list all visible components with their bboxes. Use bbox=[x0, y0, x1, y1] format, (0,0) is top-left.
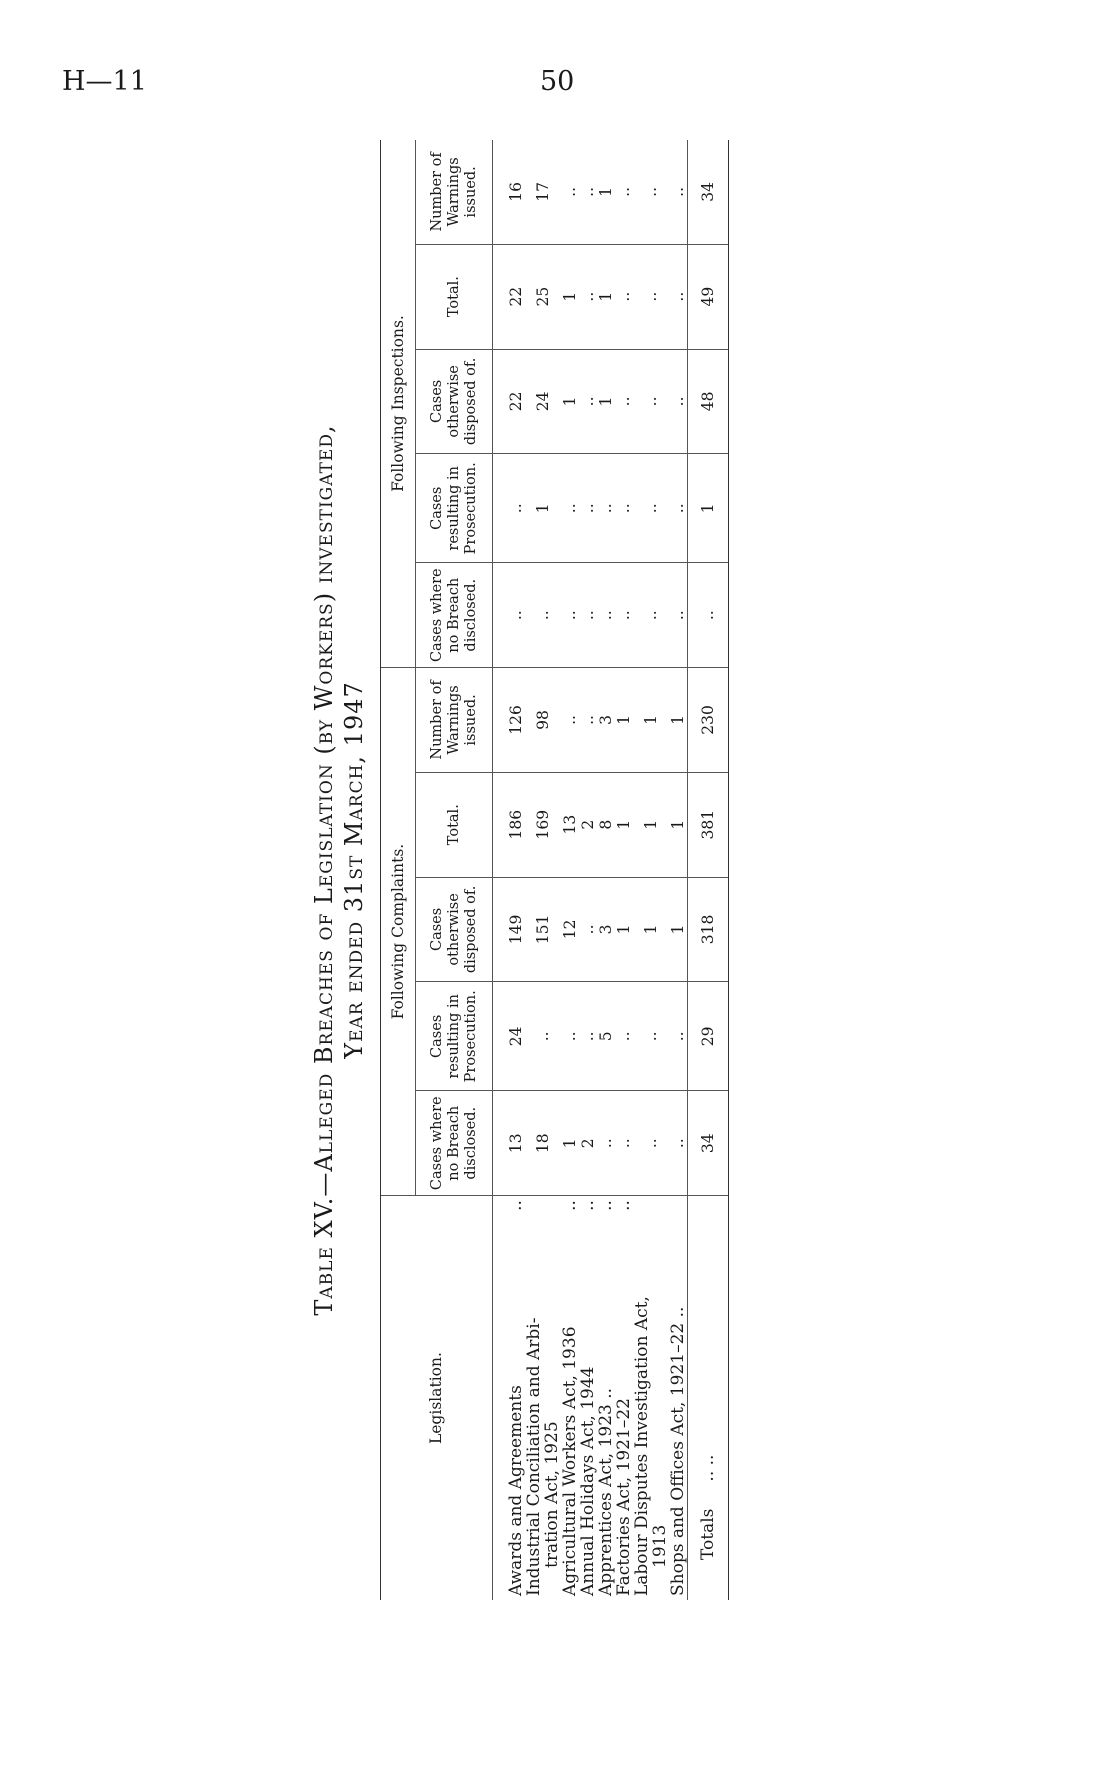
table-row bbox=[633, 140, 669, 1600]
complaints-no-breach-cell: .. bbox=[633, 1091, 669, 1196]
complaints-prosecution-cell: .. bbox=[615, 982, 633, 1091]
table-title-line1: Table XV.—Alleged Breaches of Legislation (by Workers) investigated, bbox=[310, 424, 338, 1316]
complaints-prosecution-cell: .. bbox=[561, 982, 579, 1091]
inspections-no-breach-cell: .. bbox=[669, 563, 688, 668]
total-i-no-breach: .. bbox=[688, 563, 729, 668]
complaints-otherwise-cell: 3 bbox=[597, 877, 615, 982]
page-reference: H—11 bbox=[62, 66, 147, 97]
complaints-total-cell: 1 bbox=[615, 772, 633, 877]
inspections-otherwise-cell: 1 bbox=[561, 349, 579, 454]
complaints-total-cell: 1 bbox=[633, 772, 669, 877]
inspections-warnings-cell: 1 bbox=[597, 140, 615, 244]
total-c-prosecution: 29 bbox=[688, 982, 729, 1091]
complaints-no-breach-cell: 2 bbox=[579, 1091, 597, 1196]
complaints-otherwise-cell: 1 bbox=[633, 877, 669, 982]
inspections-no-breach-cell: .. bbox=[615, 563, 633, 668]
header-following-inspections: Following Inspections. bbox=[381, 140, 416, 668]
inspections-no-breach-cell: .. bbox=[579, 563, 597, 668]
table-row bbox=[579, 140, 597, 1600]
page-number: 50 bbox=[540, 66, 575, 97]
row-label: Awards and Agreements .. bbox=[493, 1196, 526, 1600]
header-c-warnings: Number of Warnings issued. bbox=[416, 668, 493, 773]
total-i-total: 49 bbox=[688, 244, 729, 349]
table-row bbox=[597, 140, 615, 1600]
header-following-complaints: Following Complaints. bbox=[381, 668, 416, 1196]
inspections-total-cell: .. bbox=[579, 244, 597, 349]
inspections-total-cell: 25 bbox=[525, 244, 561, 349]
inspections-otherwise-cell: 22 bbox=[493, 349, 526, 454]
total-c-no-breach: 34 bbox=[688, 1091, 729, 1196]
complaints-total-cell: 186 bbox=[493, 772, 526, 877]
total-i-otherwise: 48 bbox=[688, 349, 729, 454]
breaches-table bbox=[380, 140, 729, 1600]
inspections-total-cell: .. bbox=[633, 244, 669, 349]
complaints-total-cell: 169 bbox=[525, 772, 561, 877]
table-row bbox=[669, 140, 688, 1600]
total-i-warnings: 34 bbox=[688, 140, 729, 244]
inspections-no-breach-cell: .. bbox=[493, 563, 526, 668]
complaints-warnings-cell: 1 bbox=[633, 668, 669, 773]
header-c-otherwise: Cases otherwise disposed of. bbox=[416, 877, 493, 982]
complaints-total-cell: 8 bbox=[597, 772, 615, 877]
complaints-warnings-cell: 1 bbox=[615, 668, 633, 773]
inspections-no-breach-cell: .. bbox=[597, 563, 615, 668]
inspections-warnings-cell: .. bbox=[615, 140, 633, 244]
header-c-prosecution: Cases resulting in Prosecution. bbox=[416, 982, 493, 1091]
inspections-warnings-cell: .. bbox=[561, 140, 579, 244]
row-label: Industrial Conciliation and Arbi- tration Act, 1925 bbox=[524, 1317, 562, 1596]
total-c-otherwise: 318 bbox=[688, 877, 729, 982]
complaints-otherwise-cell: 149 bbox=[493, 877, 526, 982]
complaints-no-breach-cell: .. bbox=[597, 1091, 615, 1196]
complaints-prosecution-cell: 5 bbox=[597, 982, 615, 1091]
inspections-otherwise-cell: 24 bbox=[525, 349, 561, 454]
inspections-warnings-cell: .. bbox=[633, 140, 669, 244]
inspections-prosecution-cell: .. bbox=[633, 454, 669, 563]
header-legislation: Legislation. bbox=[381, 1196, 493, 1600]
header-c-no-breach: Cases where no Breach disclosed. bbox=[416, 1091, 493, 1196]
inspections-no-breach-cell: .. bbox=[561, 563, 579, 668]
inspections-total-cell: 22 bbox=[493, 244, 526, 349]
header-i-total: Total. bbox=[416, 244, 493, 349]
row-label: Factories Act, 1921–22 .. bbox=[614, 1200, 634, 1596]
complaints-warnings-cell: 1 bbox=[669, 668, 688, 773]
inspections-prosecution-cell: .. bbox=[579, 454, 597, 563]
complaints-warnings-cell: .. bbox=[579, 668, 597, 773]
inspections-otherwise-cell: .. bbox=[669, 349, 688, 454]
header-i-otherwise: Cases otherwise disposed of. bbox=[416, 349, 493, 454]
header-i-prosecution: Cases resulting in Prosecution. bbox=[416, 454, 493, 563]
inspections-warnings-cell: 16 bbox=[493, 140, 526, 244]
inspections-prosecution-cell: .. bbox=[669, 454, 688, 563]
row-label: Apprentices Act, 1923 .. .. bbox=[596, 1200, 616, 1596]
complaints-no-breach-cell: .. bbox=[615, 1091, 633, 1196]
inspections-prosecution-cell: .. bbox=[561, 454, 579, 563]
complaints-total-cell: 1 bbox=[669, 772, 688, 877]
complaints-otherwise-cell: .. bbox=[579, 877, 597, 982]
inspections-total-cell: 1 bbox=[561, 244, 579, 349]
inspections-prosecution-cell: .. bbox=[493, 454, 526, 563]
inspections-prosecution-cell: .. bbox=[597, 454, 615, 563]
inspections-warnings-cell: 17 bbox=[525, 140, 561, 244]
table-row bbox=[493, 140, 526, 1600]
complaints-otherwise-cell: 151 bbox=[525, 877, 561, 982]
header-i-no-breach: Cases where no Breach disclosed. bbox=[416, 563, 493, 668]
row-label: Agricultural Workers Act, 1936 .. bbox=[560, 1200, 580, 1596]
complaints-prosecution-cell: .. bbox=[633, 982, 669, 1091]
complaints-otherwise-cell: 1 bbox=[615, 877, 633, 982]
row-label: Annual Holidays Act, 1944 .. bbox=[578, 1200, 598, 1596]
totals-label: Totals .. .. bbox=[688, 1196, 729, 1600]
inspections-prosecution-cell: .. bbox=[615, 454, 633, 563]
header-c-total: Total. bbox=[416, 772, 493, 877]
table-row bbox=[525, 140, 561, 1600]
inspections-otherwise-cell: .. bbox=[615, 349, 633, 454]
table-title-line2: Year ended 31st March, 1947 bbox=[340, 681, 368, 1059]
complaints-no-breach-cell: 18 bbox=[525, 1091, 561, 1196]
total-i-prosecution: 1 bbox=[688, 454, 729, 563]
complaints-no-breach-cell: .. bbox=[669, 1091, 688, 1196]
complaints-warnings-cell: .. bbox=[561, 668, 579, 773]
inspections-total-cell: .. bbox=[669, 244, 688, 349]
inspections-warnings-cell: .. bbox=[579, 140, 597, 244]
inspections-otherwise-cell: .. bbox=[579, 349, 597, 454]
table-row bbox=[561, 140, 579, 1600]
table-row bbox=[615, 140, 633, 1600]
inspections-otherwise-cell: .. bbox=[633, 349, 669, 454]
complaints-prosecution-cell: .. bbox=[669, 982, 688, 1091]
complaints-warnings-cell: 126 bbox=[493, 668, 526, 773]
rotated-table-block bbox=[300, 140, 718, 1600]
complaints-otherwise-cell: 12 bbox=[561, 877, 579, 982]
complaints-warnings-cell: 98 bbox=[525, 668, 561, 773]
inspections-no-breach-cell: .. bbox=[525, 563, 561, 668]
row-label: Labour Disputes Investigation Act, 1913 bbox=[632, 1296, 670, 1596]
total-c-warnings: 230 bbox=[688, 668, 729, 773]
complaints-prosecution-cell: 24 bbox=[493, 982, 526, 1091]
inspections-no-breach-cell: .. bbox=[633, 563, 669, 668]
row-label: Shops and Offices Act, 1921–22 .. bbox=[668, 1306, 688, 1596]
complaints-no-breach-cell: 13 bbox=[493, 1091, 526, 1196]
inspections-otherwise-cell: 1 bbox=[597, 349, 615, 454]
total-c-total: 381 bbox=[688, 772, 729, 877]
complaints-total-cell: 2 bbox=[579, 772, 597, 877]
inspections-prosecution-cell: 1 bbox=[525, 454, 561, 563]
inspections-total-cell: .. bbox=[615, 244, 633, 349]
complaints-total-cell: 13 bbox=[561, 772, 579, 877]
complaints-no-breach-cell: 1 bbox=[561, 1091, 579, 1196]
complaints-prosecution-cell: .. bbox=[579, 982, 597, 1091]
complaints-warnings-cell: 3 bbox=[597, 668, 615, 773]
inspections-warnings-cell: .. bbox=[669, 140, 688, 244]
complaints-otherwise-cell: 1 bbox=[669, 877, 688, 982]
header-i-warnings: Number of Warnings issued. bbox=[416, 140, 493, 244]
complaints-prosecution-cell: .. bbox=[525, 982, 561, 1091]
inspections-total-cell: 1 bbox=[597, 244, 615, 349]
totals-row bbox=[688, 140, 729, 1600]
